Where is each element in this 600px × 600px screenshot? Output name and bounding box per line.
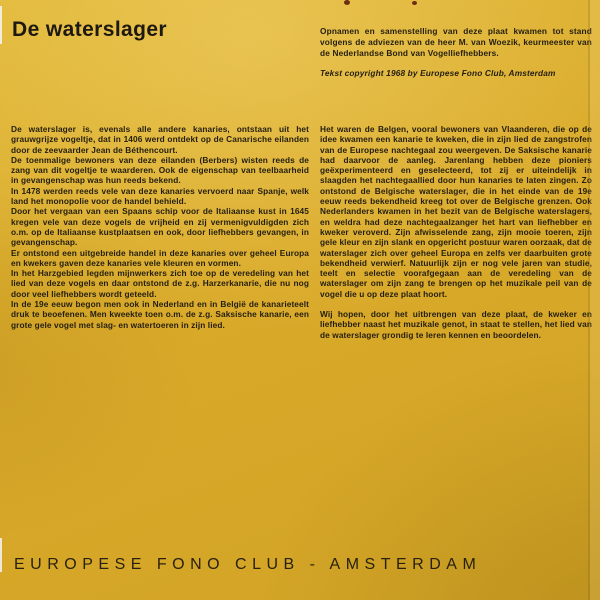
body-column-left [11, 124, 309, 330]
sleeve-edge-artifact [0, 538, 2, 572]
body-paragraph: Wij hopen, door het uitbrengen van deze plaat, de kweker en liefhebber naast het muzikale genot, in staat te stellen, het lied van de waterslager grondig te leren kennen en beoordelen. [320, 309, 592, 340]
print-speck-artifact [344, 0, 350, 5]
sleeve-crease-artifact [590, 0, 600, 600]
body-column-right [320, 124, 592, 340]
publisher-footer: EUROPESE FONO CLUB - AMSTERDAM [14, 556, 482, 573]
body-paragraph: In de 19e eeuw begon men ook in Nederland en in België de kanarieteelt druk te beoefenen. Men kweekte toen o.m. de z.g. Saksische kanarie, een grote gele vogel met slag- en watertoeren in zijn lied. [11, 299, 309, 330]
sleeve-edge-artifact [0, 6, 2, 44]
body-paragraph: De waterslager is, evenals alle andere kanaries, ontstaan uit het grauwgrijze vogeltje, dat in 1406 werd ontdekt op de Canarische eilanden door de zeevaarder Jean de Béthencourt. [11, 124, 309, 155]
print-speck-artifact [412, 1, 417, 5]
copyright-line: Tekst copyright 1968 by Europese Fono Club, Amsterdam [320, 68, 556, 79]
body-paragraph: In 1478 werden reeds vele van deze kanaries vervoerd naar Spanje, welk land het monopolie voor de handel behield. [11, 185, 309, 207]
body-paragraph: De toenmalige bewoners van deze eilanden (Berbers) wisten reeds de zang van dit vogeltje te waarderen. Ook de eigenschap van teelbaarheid in gevangenschap was hun reeds bekend. [11, 154, 309, 186]
body-paragraph: Er ontstond een uitgebreide handel in deze kanaries over geheel Europa en kwekers gaven deze kanaries vele kleuren en vormen. [11, 247, 309, 268]
body-paragraph: Door het vergaan van een Spaans schip voor de Italiaanse kust in 1645 kregen vele van deze vogels de vrijheid en zij vermenigvuldigden zich o.m. op de Italiaanse kustplaatsen en ook, door liefhebbers gevangen, in gevangenschap. [11, 206, 309, 248]
body-paragraph: Het waren de Belgen, vooral bewoners van Vlaanderen, die op de idee kwamen een kanarie te kweken, die in zijn lied de zangstrofen van de Europese nachtegaal zou weergeven. De Saksische kanarie had daarvoor de aanleg. Jarenlang hebben deze pioniers geëxperimenteerd en geselecteerd, tot zij er uiteindelijk in slaagden het nachtegaallied door hun kanaries te laten zingen. Zo ontstond de Belgische waterslager, die in het einde van de 19e eeuw reeds bekendheid kreeg tot over de Belgische grenzen. Ook Nederlanders kwamen in het bezit van de Belgische waterslagers, en weldra had deze nachtegaalzanger het hart van liefhebber en kweker veroverd. Zijn afwisselende zang, zijn mooie toeren, zijn gele kleur en zijn slank en opgericht postuur waren oorzaak, dat de waterslager zich over geheel Europa en zelfs ver daarbuiten grote bekendheid verwierf. Natuurlijk zijn er nog vele jaren van studie, teelt en selectie voorafgegaan aan de veredeling van de waterslager om zijn zang te brengen op het muzikale peil van de vogel die u op deze plaat hoort. [320, 124, 592, 299]
credit-text: Opnamen en samenstelling van deze plaat kwamen tot stand volgens de adviezen van de heer M. van Woezik, keurmeester van de Nederlandse Bond van Vogelliefhebbers. [320, 26, 592, 58]
credit-block [320, 26, 592, 79]
page-title: De waterslager [12, 18, 168, 41]
body-paragraph: In het Harzgebied legden mijnwerkers zich toe op de veredeling van het lied van deze vogels en daar ontstond de z.g. Harzerkanarie, die nu nog door veel liefhebbers wordt geteeld. [11, 268, 309, 299]
